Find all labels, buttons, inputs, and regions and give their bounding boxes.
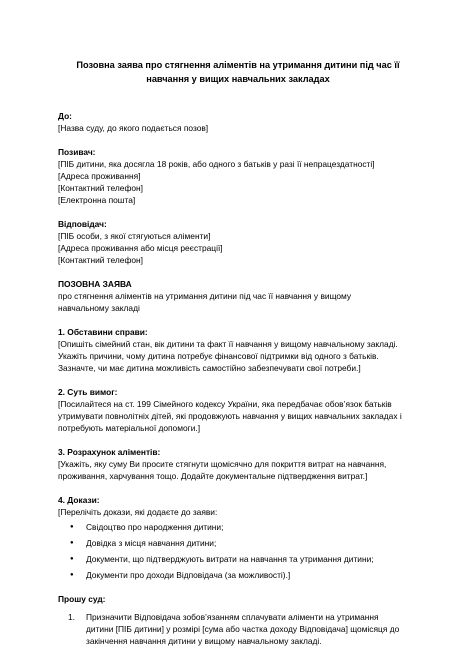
claim-heading: ПОЗОВНА ЗАЯВА [58, 279, 132, 289]
to-section [58, 110, 418, 134]
alimony-calculation-section [58, 446, 418, 482]
defendant-section [58, 218, 418, 266]
request-heading: Прошу суд: [58, 594, 106, 604]
request-item-line-2: дитини [ПІБ дитини] у розмірі [сума або частка доходу Відповідача] щомісяця до [86, 624, 400, 634]
evidence-intro: [Перелічіть докази, які додаєте до заяви: [58, 507, 218, 517]
title-line-2: навчання у вищих навчальних закладах [146, 74, 330, 84]
defendant-address: [Адреса проживання або місця реєстрації] [58, 243, 223, 253]
request-item [68, 611, 418, 647]
claim-subtitle-line-1: про стягнення аліментів на утримання дитини під час її навчання у вищому [58, 291, 352, 301]
evidence-list [58, 521, 418, 581]
circumstances-text-line-1: [Опишіть сімейний стан, вік дитини та факт її навчання у вищому навчальному закладі. [58, 339, 398, 349]
claims-essence-line-3: потребують матеріальної допомоги.] [58, 423, 201, 433]
title-line-1: Позовна заява про стягнення аліментів на утримання дитини під час її [76, 60, 400, 70]
to-label: До: [58, 111, 72, 121]
request-item-number: 1. [68, 612, 75, 622]
circumstances-text-line-2: Укажіть причини, чому дитина потребує фінансової підтримки від одного з батьків. [58, 351, 379, 361]
evidence-section [58, 494, 418, 581]
plaintiff-label: Позивач: [58, 147, 96, 157]
evidence-item: ● Документи про доходи Відповідача (за можливості).] [86, 569, 418, 581]
claim-subtitle-line-2: навчальному закладі [58, 303, 140, 313]
alimony-calculation-heading: 3. Розрахунок аліментів: [58, 447, 161, 457]
plaintiff-address: [Адреса проживання] [58, 171, 141, 181]
request-item-line-1: Призначити Відповідача зобов’язанням сплачувати аліменти на утримання [86, 612, 379, 622]
circumstances-text-line-3: Зазначте, чи має дитина можливість самостійно забезпечувати свої потреби.] [58, 363, 361, 373]
court-name-placeholder: [Назва суду, до якого подається позов] [58, 123, 209, 133]
defendant-name: [ПІБ особи, з якої стягуються аліменти] [58, 231, 211, 241]
claims-essence-heading: 2. Суть вимог: [58, 387, 118, 397]
evidence-heading: 4. Докази: [58, 495, 100, 505]
request-section [58, 593, 418, 647]
request-item-line-3: закінчення навчання дитини у вищому навчальному закладі. [86, 636, 322, 646]
alimony-calculation-line-1: [Укажіть, яку суму Ви просите стягнути щомісячно для покриття витрат на навчання, [58, 459, 387, 469]
evidence-item: ● Свідоцтво про народження дитини; [86, 521, 418, 533]
document-title [58, 58, 418, 86]
alimony-calculation-line-2: проживання, харчування тощо. Додайте документальне підтвердження витрат.] [58, 471, 368, 481]
claims-essence-line-1: [Посилайтеся на ст. 199 Сімейного кодексу України, яка передбачає обов’язок батьків [58, 399, 392, 409]
evidence-item: ● Довідка з місця навчання дитини; [86, 537, 418, 549]
evidence-item: ● Документи, що підтверджують витрати на навчання та утримання дитини; [86, 553, 418, 565]
circumstances-section [58, 326, 418, 374]
request-list [58, 611, 418, 647]
claims-essence-line-2: утримувати повнолітніх дітей, які продовжують навчання у вищих навчальних закладах і [58, 411, 402, 421]
defendant-phone: [Контактний телефон] [58, 255, 143, 265]
claims-essence-section [58, 386, 418, 434]
plaintiff-phone: [Контактний телефон] [58, 183, 143, 193]
defendant-label: Відповідач: [58, 219, 107, 229]
plaintiff-name: [ПІБ дитини, яка досягла 18 років, або одного з батьків у разі її непрацездатності] [58, 159, 375, 169]
claim-heading-section [58, 278, 418, 314]
plaintiff-section [58, 146, 418, 206]
plaintiff-email: [Електронна пошта] [58, 195, 136, 205]
circumstances-heading: 1. Обставини справи: [58, 327, 148, 337]
